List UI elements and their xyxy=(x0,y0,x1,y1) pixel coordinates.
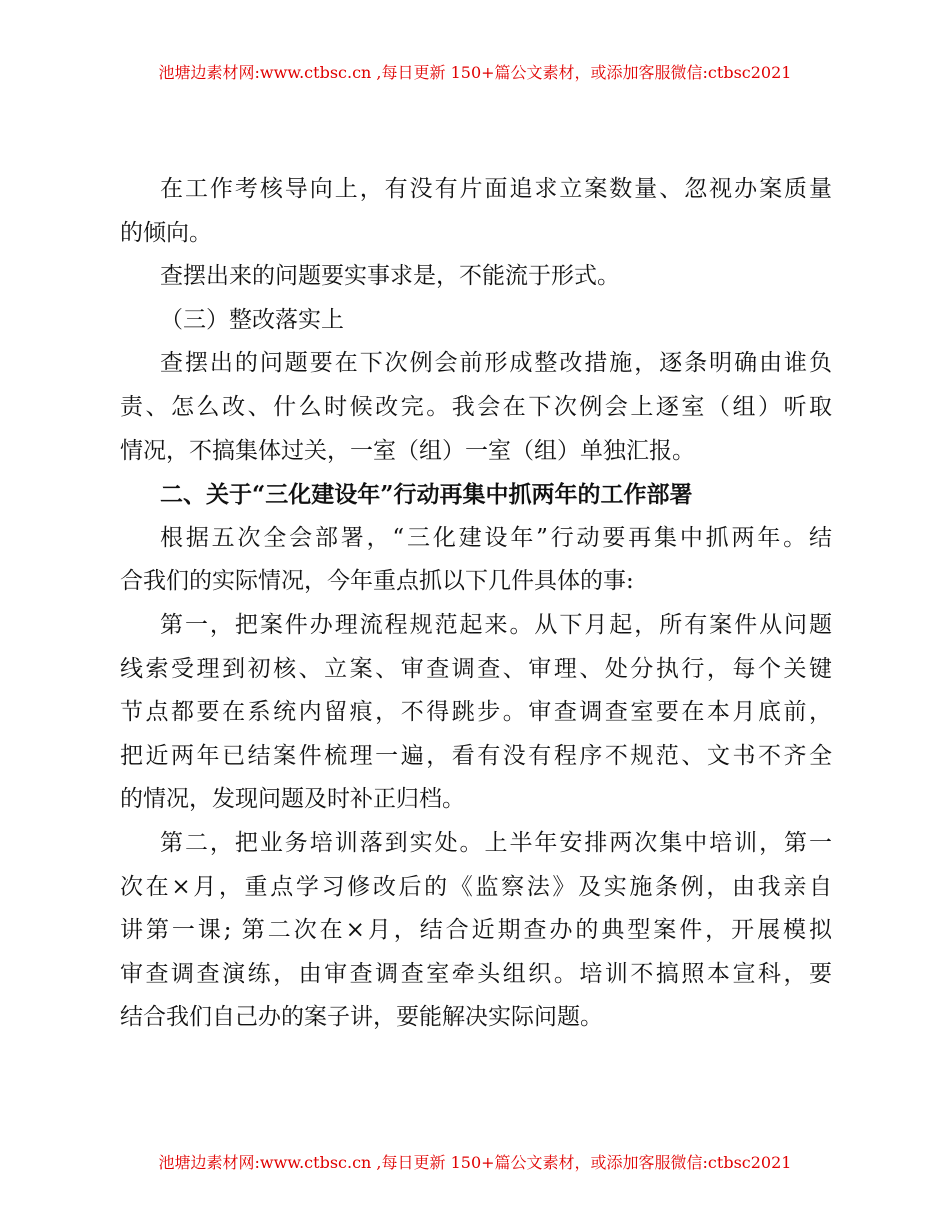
paragraph-line: 查摆出来的问题要实事求是，不能流于形式。 xyxy=(160,263,620,290)
section-heading: 二、关于“三化建设年”行动再集中抓两年的工作部署 xyxy=(160,481,693,509)
footer-watermark: 池塘边素材网:www.ctbsc.cn ,每日更新 150+篇公文素材，或添加客服微信:ctbsc2021 xyxy=(158,1153,792,1172)
paragraph-line: 根据五次全会部署，“三化建设年”行动要再集中抓两年。结 xyxy=(160,524,832,551)
paragraph-line: 次在×月，重点学习修改后的《监察法》及实施条例，由我亲自 xyxy=(120,873,832,900)
paragraph-line: 线索受理到初核、立案、审查调查、审理、处分执行，每个关键 xyxy=(120,655,832,682)
paragraph-line: 讲第一课; 第二次在×月，结合近期查办的典型案件，开展模拟 xyxy=(120,917,832,944)
header-watermark: 池塘边素材网:www.ctbsc.cn ,每日更新 150+篇公文素材，或添加客服微信:ctbsc2021 xyxy=(158,63,792,82)
paragraph-line: 结合我们自己办的案子讲，要能解决实际问题。 xyxy=(120,1004,603,1031)
paragraph-line: 把近两年已结案件梳理一遍，看有没有程序不规范、文书不齐全 xyxy=(120,742,832,769)
paragraph-line: 合我们的实际情况，今年重点抓以下几件具体的事: xyxy=(120,568,634,595)
paragraph-line: 情况，不搞集体过关，一室（组）一室（组）单独汇报。 xyxy=(120,437,695,464)
paragraph-line: 的情况，发现问题及时补正归档。 xyxy=(120,786,465,813)
section-subheading: （三）整改落实上 xyxy=(160,306,344,333)
paragraph-line: 在工作考核导向上，有没有片面追求立案数量、忽视办案质量 xyxy=(160,176,832,202)
paragraph-line: 节点都要在系统内留痕，不得跳步。审查调查室要在本月底前， xyxy=(120,699,832,726)
paragraph-line: 的倾向。 xyxy=(120,219,212,246)
paragraph-line: 第二，把业务培训落到实处。上半年安排两次集中培训，第一 xyxy=(160,829,832,856)
document-body xyxy=(120,168,832,1040)
paragraph-line: 查摆出的问题要在下次例会前形成整改措施，逐条明确由谁负 xyxy=(160,350,832,377)
paragraph-line: 审查调查演练，由审查调查室牵头组织。培训不搞照本宣科，要 xyxy=(120,960,832,987)
paragraph-line: 责、怎么改、什么时候改完。我会在下次例会上逐室（组）听取 xyxy=(120,393,832,420)
paragraph-line: 第一，把案件办理流程规范起来。从下月起，所有案件从问题 xyxy=(160,611,832,638)
